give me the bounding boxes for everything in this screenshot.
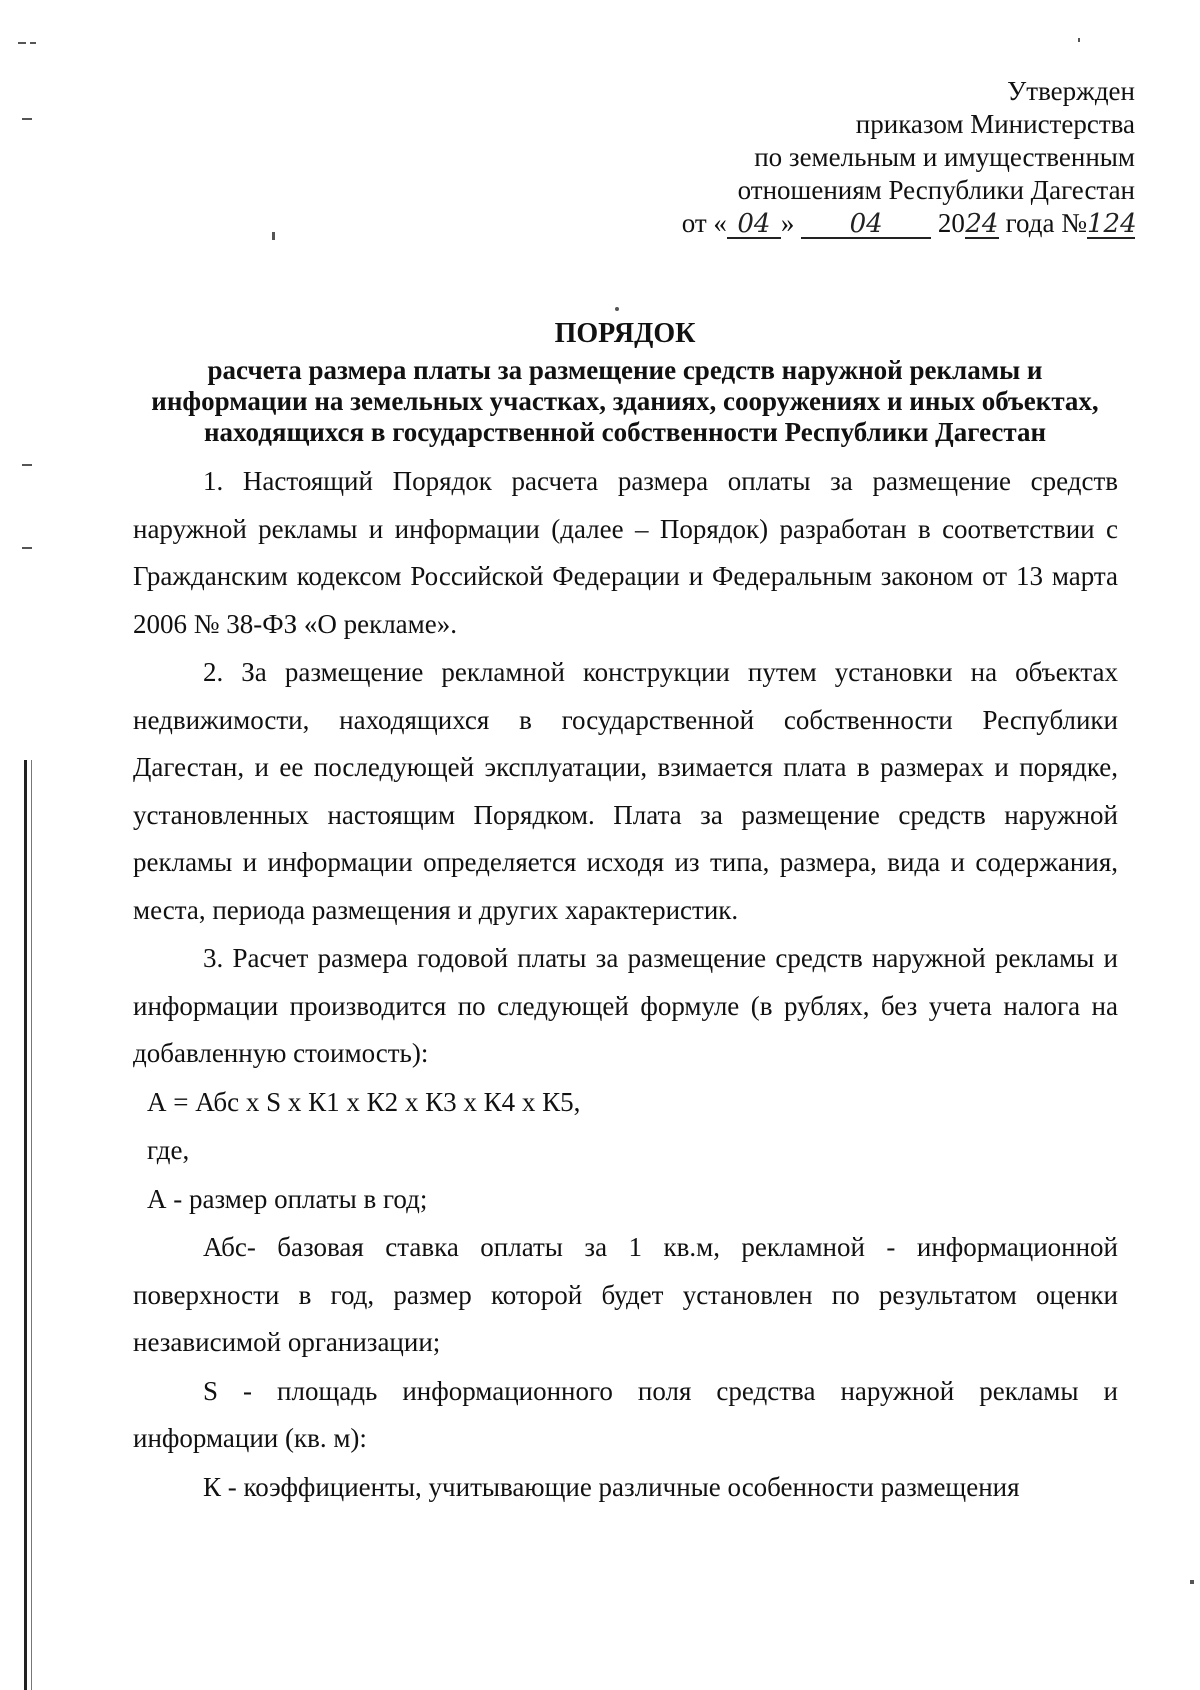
title-subtitle-line-3: находящихся в государственной собственности Республики Дагестан xyxy=(203,417,1047,447)
scan-speck xyxy=(22,118,32,120)
paragraph-1: 1. Настоящий Порядок расчета размера оплаты за размещение средств наружной рекламы и информации (далее – Порядок) разработан в соответствии с Гражданским кодексом Российской Федерации и Федеральным законом от 13 марта 2006 № 38-ФЗ «О рекламе». xyxy=(133,466,1118,639)
approval-date-line xyxy=(615,207,1135,240)
scan-speck xyxy=(30,42,36,44)
scan-speck xyxy=(22,547,32,549)
definition-s: S - площадь информационного поля средства наружной рекламы и информации (кв. м): xyxy=(133,1375,1118,1453)
date-year-prefix: 20 xyxy=(937,208,965,238)
approval-line-1: Утвержден xyxy=(1007,76,1135,106)
approval-line-3: по земельным и имущественным xyxy=(754,142,1135,172)
definition-abs: Абс- базовая ставка оплаты за 1 кв.м, рекламной - информационной поверхности в год, размер которой будет установлен по результатом оценки независимой организации; xyxy=(133,1232,1118,1357)
document-title xyxy=(130,318,1120,448)
definition-k: К - коэффициенты, учитывающие различные особенности размещения xyxy=(203,1471,1020,1502)
scan-speck xyxy=(22,464,32,466)
scan-speck xyxy=(18,42,26,44)
approval-line-4: отношениям Республики Дагестан xyxy=(737,175,1135,205)
scan-speck xyxy=(272,232,275,240)
date-month-handwritten: 04 xyxy=(801,211,931,239)
date-mid: » xyxy=(780,208,795,238)
approval-block xyxy=(615,75,1135,240)
scan-speck xyxy=(615,307,619,311)
date-day-handwritten: 04 xyxy=(727,211,781,239)
scan-speck xyxy=(1190,1580,1194,1584)
scan-speck xyxy=(1078,38,1080,42)
title-subtitle-line-2: информации на земельных участках, зданиях, сооружениях и иных объектах, xyxy=(151,386,1099,416)
where-label: где, xyxy=(147,1135,190,1165)
approval-line-2: приказом Министерства xyxy=(855,109,1135,139)
scan-left-edge-line-thin xyxy=(31,760,32,1690)
paragraph-2: 2. За размещение рекламной конструкции путем установки на объектах недвижимости, находящихся в государственной собственности Республики Дагестан, и ее последующей эксплуатации, взимается плата в размерах и порядке, установленных настоящим Порядком. Плата за размещение средств наружной рекламы и информации определяется исходя из типа, размера, вида и содержания, места, периода размещения и других характеристик. xyxy=(133,657,1118,925)
paragraph-3: 3. Расчет размера годовой платы за размещение средств наружной рекламы и информации производится по следующей формуле (в рублях, без учета налога на добавленную стоимость): xyxy=(133,943,1118,1068)
document-body xyxy=(133,458,1118,1512)
order-number-handwritten: 124 xyxy=(1087,209,1137,239)
date-year-word: года № xyxy=(1005,208,1087,238)
date-prefix: от « xyxy=(681,208,727,238)
scan-left-edge-line xyxy=(24,760,27,1690)
definition-a: А - размер оплаты в год; xyxy=(147,1183,428,1214)
title-subtitle-line-1: расчета размера платы за размещение средств наружной рекламы и xyxy=(207,355,1043,385)
title-heading: ПОРЯДОК xyxy=(554,318,696,349)
formula: А = Абс х S х К1 х К2 х К3 х К4 х К5, xyxy=(147,1086,581,1117)
date-year-handwritten: 24 xyxy=(965,209,999,239)
